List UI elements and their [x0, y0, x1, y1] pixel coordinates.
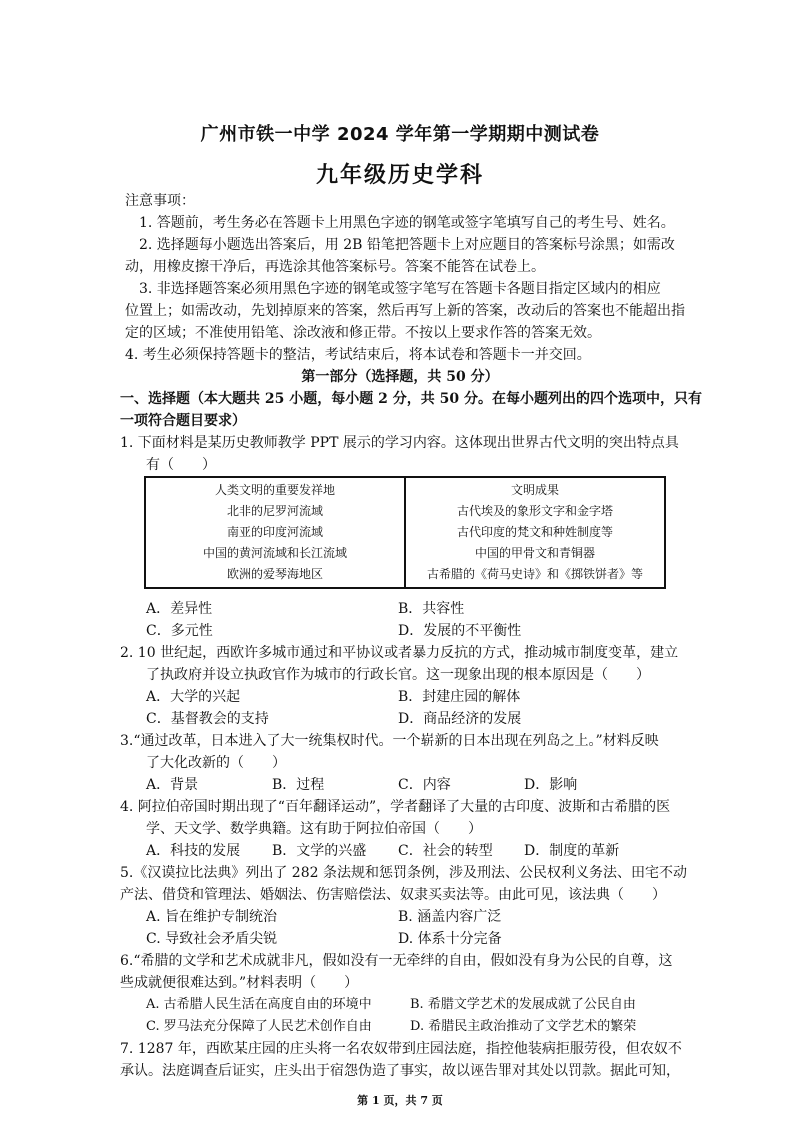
option-c: C．多元性	[146, 623, 213, 639]
question-2-text: 2. 10 世纪起，西欧许多城市通过和平协议或者暴力反抗的方式，推动城市制度变革，建立	[120, 645, 679, 661]
notice-item: 动，用橡皮擦干净后，再选涂其他答案标号。答案不能答在试卷上。	[125, 259, 545, 275]
question-7-text: 7. 1287 年，西欧某庄园的庄头将一名农奴带到庄园法庭，指控他装病拒服劳役，但农奴不	[120, 1041, 682, 1057]
option-a: A．背景	[146, 777, 199, 793]
table-left-cell: 中国的黄河流域和长江流域	[202, 546, 347, 560]
table-left-column	[145, 477, 405, 588]
page-number: 第 1 页，共 7 页	[357, 1094, 443, 1107]
option-b: B. 涵盖内容广泛	[398, 909, 502, 925]
table-left-cell: 北非的尼罗河流域	[226, 504, 323, 518]
question-5-text-2: 产法、借贷和管理法、婚姻法、伤害赔偿法、奴隶买卖法等。由此可见，该法典（ ）	[120, 887, 666, 903]
table-left-cell: 南亚的印度河流域	[226, 525, 323, 539]
question-4-text: 4. 阿拉伯帝国时期出现了“百年翻译运动”，学者翻译了大量的古印度、波斯和古希腊的医	[120, 799, 671, 815]
part-heading: 第一部分（选择题，共 50 分）	[301, 369, 499, 385]
notice-item: 1. 答题前，考生务必在答题卡上用黑色字迹的钢笔或签字笔填写自己的考生号、姓名。	[139, 215, 675, 231]
section-heading-line1: 一、选择题（本大题共 25 小题，每小题 2 分，共 50 分。在每小题列出的四个选项中，只有	[120, 391, 702, 407]
question-1-text: 1. 下面材料是某历史教师教学 PPT 展示的学习内容。这体现出世界古代文明的突出特点具	[120, 435, 679, 451]
table-right-cell: 古代埃及的象形文字和金字塔	[456, 504, 613, 518]
option-b: B. 希腊文学艺术的发展成就了公民自由	[410, 997, 636, 1012]
question-2-text-2: 了执政府并设立执政官作为城市的行政长官。这一现象出现的根本原因是（ ）	[146, 667, 650, 683]
question-3-text: 3.“通过改革，日本进入了大一统集权时代。一个崭新的日本出现在列岛之上。”材料反映	[120, 733, 659, 749]
notice-item: 2. 选择题每小题选出答案后，用 2B 铅笔把答题卡上对应题目的答案标号涂黑；如需改	[139, 237, 675, 253]
option-a: A．科技的发展	[146, 843, 241, 859]
question-1-text-2: 有（ ）	[146, 457, 216, 473]
option-b: B．封建庄园的解体	[398, 689, 521, 705]
table-right-cell: 中国的甲骨文和青铜器	[474, 546, 595, 560]
table-right-cell: 古希腊的《荷马史诗》和《掷铁饼者》等	[426, 567, 643, 581]
option-c: C. 导致社会矛盾尖锐	[146, 931, 278, 947]
table-right-column	[405, 477, 665, 588]
table-left-cell: 欧洲的爱琴海地区	[226, 567, 323, 581]
table-right-header: 文明成果	[510, 483, 559, 497]
option-a: A. 古希腊人民生活在高度自由的环境中	[146, 997, 372, 1012]
option-c: C. 罗马法充分保障了人民艺术创作自由	[146, 1019, 372, 1034]
option-b: B．文学的兴盛	[272, 843, 367, 859]
notice-item: 3. 非选择题答案必须用黑色字迹的钢笔或签字笔写在答题卡各题目指定区域内的相应	[139, 281, 661, 297]
option-d: D．影响	[524, 777, 578, 793]
option-d: D．制度的革新	[524, 843, 620, 859]
section-heading-line2: 一项符合题目要求）	[120, 413, 246, 429]
civilization-table	[144, 476, 666, 589]
notice-item: 定的区域；不准使用铅笔、涂改液和修正带。不按以上要求作答的答案无效。	[125, 325, 601, 341]
exam-subtitle: 九年级历史学科	[315, 163, 484, 188]
question-5-text: 5.《汉谟拉比法典》列出了 282 条法规和惩罚条例，涉及刑法、公民权利义务法、田宅不动	[120, 865, 687, 881]
question-7-text-2: 承认。法庭调查后证实，庄头出于宿怨伪造了事实，故以诬告罪对其处以罚款。据此可知，	[120, 1063, 680, 1079]
question-4-text-2: 学、天文学、数学典籍。这有助于阿拉伯帝国（ ）	[146, 821, 482, 837]
question-6-text-2: 些成就便很难达到。”材料表明（ ）	[120, 975, 359, 991]
notice-item: 4. 考生必须保持答题卡的整洁，考试结束后，将本试卷和答题卡一并交回。	[125, 347, 591, 363]
question-6-text: 6.“希腊的文学和艺术成就非凡，假如没有一无牵绊的自由，假如没有身为公民的自尊，这	[120, 953, 673, 969]
option-d: D．发展的不平衡性	[398, 623, 522, 639]
option-d: D. 希腊民主政治推动了文学艺术的繁荣	[410, 1019, 637, 1034]
exam-title: 广州市铁一中学 2024 学年第一学期期中测试卷	[200, 124, 600, 145]
option-c: C．基督教会的支持	[146, 711, 269, 727]
option-c: C．社会的转型	[398, 843, 493, 859]
notice-heading: 注意事项：	[125, 193, 195, 209]
notice-item: 位置上；如需改动，先划掉原来的答案，然后再写上新的答案，改动后的答案也不能超出指	[125, 303, 685, 319]
question-3-text-2: 了大化改新的（ ）	[146, 755, 286, 771]
table-left-header: 人类文明的重要发祥地	[214, 483, 335, 497]
option-d: D. 体系十分完备	[398, 931, 502, 947]
option-d: D．商品经济的发展	[398, 711, 522, 727]
option-a: A. 旨在维护专制统治	[146, 909, 278, 925]
option-c: C．内容	[398, 777, 451, 793]
table-right-cell: 古代印度的梵文和种姓制度等	[456, 525, 613, 539]
option-b: B．过程	[272, 777, 325, 793]
option-a: A．大学的兴起	[146, 689, 241, 705]
option-b: B．共容性	[398, 601, 465, 617]
option-a: A．差异性	[146, 601, 213, 617]
